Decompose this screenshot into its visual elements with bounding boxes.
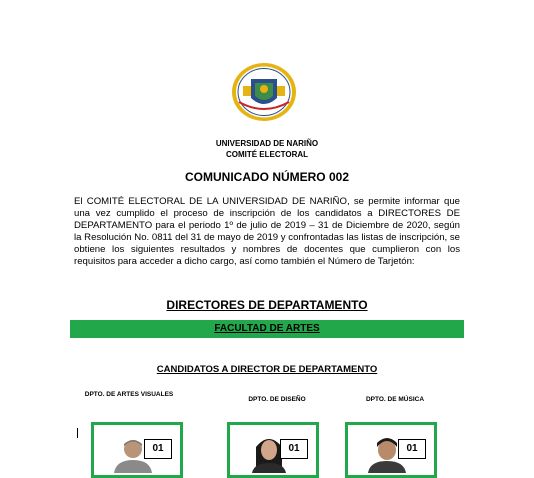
candidate-card-musica xyxy=(345,422,437,478)
text-cursor xyxy=(77,428,78,438)
department-label-diseno: DPTO. DE DISEÑO xyxy=(248,396,306,403)
ballot-number: 01 xyxy=(280,439,308,459)
candidate-card-diseno xyxy=(227,422,319,478)
body-paragraph: El COMITÉ ELECTORAL DE LA UNIVERSIDAD DE NARIÑO, se permite informar que una vez cumplido el proceso de inscripción de los candidatos a DIRECTORES DE DEPARTAMENTO para el periodo 1º de julio de 2019 – 31 de Diciembre de 2020, según la Resolución No. 0811 del 31 de mayo de 2019 y confrontadas las listas de inscripción, se obtiene los siguientes resultados y nombres de docentes que cumplieron con los requisitos para acceder a dicho cargo, así como también el Número de Tarjetón: xyxy=(74,196,460,267)
ballot-number: 01 xyxy=(398,439,426,459)
university-name: UNIVERSIDAD DE NARIÑO xyxy=(215,139,319,148)
faculty-banner: FACULTAD DE ARTES xyxy=(70,320,464,338)
department-label-musica: DPTO. DE MÚSICA xyxy=(365,396,425,403)
committee-name: COMITÉ ELECTORAL xyxy=(225,150,309,159)
candidate-card-artes-visuales xyxy=(91,422,183,478)
document-title: COMUNICADO NÚMERO 002 xyxy=(184,170,349,184)
section-heading: DIRECTORES DE DEPARTAMENTO xyxy=(166,298,368,312)
candidates-title: CANDIDATOS A DIRECTOR DE DEPARTAMENTO xyxy=(156,364,378,375)
university-seal-logo xyxy=(231,62,297,122)
ballot-number: 01 xyxy=(144,439,172,459)
document-header xyxy=(0,138,534,160)
department-label-artes-visuales: DPTO. DE ARTES VISUALES xyxy=(84,391,174,398)
